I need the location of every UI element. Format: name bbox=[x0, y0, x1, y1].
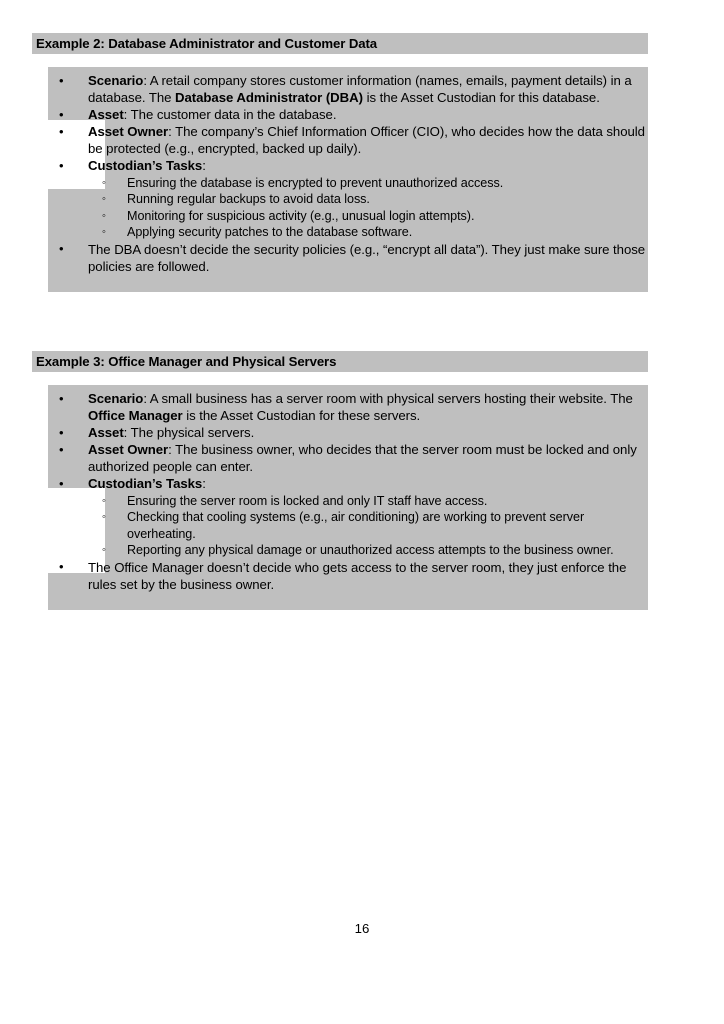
section-heading-example-3 bbox=[32, 351, 648, 372]
sub-list-item: ◦ Checking that cooling systems (e.g., air conditioning) are working to prevent server overheating. bbox=[88, 509, 648, 542]
sub-list-item: ◦ Ensuring the server room is locked and only IT staff have access. bbox=[88, 493, 648, 510]
scenario-text-end: is the Asset Custodian for this database. bbox=[362, 90, 600, 106]
list-item-custodian-tasks bbox=[48, 157, 648, 240]
section-heading-example-2 bbox=[32, 33, 648, 54]
list-item-closing: • The DBA doesn’t decide the security policies (e.g., “encrypt all data”). They just make sure those policies are followed. bbox=[48, 241, 648, 275]
scenario-bold-term: Office Manager bbox=[88, 408, 183, 424]
list-item-custodian-tasks bbox=[48, 475, 648, 558]
scenario-text: : A small business has a server room with physical servers hosting their website. The bbox=[143, 391, 633, 406]
list-item-scenario bbox=[48, 390, 648, 424]
list-item-asset-owner bbox=[48, 441, 648, 475]
custodian-tasks-colon: : bbox=[202, 158, 206, 174]
sub-bullet-list bbox=[88, 175, 648, 241]
section-body-example-2 bbox=[48, 67, 648, 292]
scenario-label: Scenario bbox=[88, 391, 144, 406]
bullet-list bbox=[48, 385, 648, 593]
scenario-text-end: is the Asset Custodian for these servers. bbox=[182, 408, 421, 424]
scenario-bold-term: Database Administrator (DBA) bbox=[175, 90, 363, 106]
sub-list-item: ◦ Running regular backups to avoid data loss. bbox=[88, 191, 648, 208]
page-number: 16 bbox=[354, 921, 370, 936]
asset-label: Asset bbox=[88, 425, 124, 441]
bullet-list bbox=[48, 67, 648, 275]
list-item-scenario bbox=[48, 72, 648, 106]
list-item-closing: • The Office Manager doesn’t decide who gets access to the server room, they just enforce the rules set by the business owner. bbox=[48, 559, 648, 593]
asset-text: : The customer data in the database. bbox=[123, 107, 337, 123]
list-item-asset bbox=[48, 424, 648, 441]
asset-text: : The physical servers. bbox=[123, 425, 255, 441]
sub-list-item: ◦ Reporting any physical damage or unauthorized access attempts to the business owner. bbox=[88, 542, 648, 559]
section-body-example-3 bbox=[48, 385, 648, 610]
custodian-tasks-label: Custodian’s Tasks bbox=[88, 158, 203, 174]
sub-list-item: ◦ Applying security patches to the database software. bbox=[88, 224, 648, 241]
scenario-label: Scenario bbox=[88, 73, 144, 88]
asset-owner-label: Asset Owner bbox=[88, 124, 169, 140]
asset-owner-label: Asset Owner bbox=[88, 442, 169, 458]
asset-label: Asset bbox=[88, 107, 124, 123]
sub-list-item: ◦ Monitoring for suspicious activity (e.g., unusual login attempts). bbox=[88, 208, 648, 225]
list-item-asset-owner bbox=[48, 123, 648, 157]
scenario-text: : A retail company stores customer information (names, emails, payment details) in a database. The bbox=[88, 73, 632, 106]
custodian-tasks-label: Custodian’s Tasks bbox=[88, 476, 203, 492]
section-heading-text: Example 2: Database Administrator and Customer Data bbox=[36, 36, 378, 51]
custodian-tasks-colon: : bbox=[202, 476, 206, 492]
list-item-asset bbox=[48, 106, 648, 123]
asset-owner-text: : The company’s Chief Information Officer (CIO), who decides how the data should be protected (e.g., encrypted, backed up daily). bbox=[88, 124, 645, 157]
sub-list-item: ◦ Ensuring the database is encrypted to prevent unauthorized access. bbox=[88, 175, 648, 192]
asset-owner-text: : The business owner, who decides that the server room must be locked and only authorized people can enter. bbox=[88, 442, 637, 475]
sub-bullet-list bbox=[88, 493, 648, 559]
section-heading-text: Example 3: Office Manager and Physical Servers bbox=[36, 354, 337, 369]
